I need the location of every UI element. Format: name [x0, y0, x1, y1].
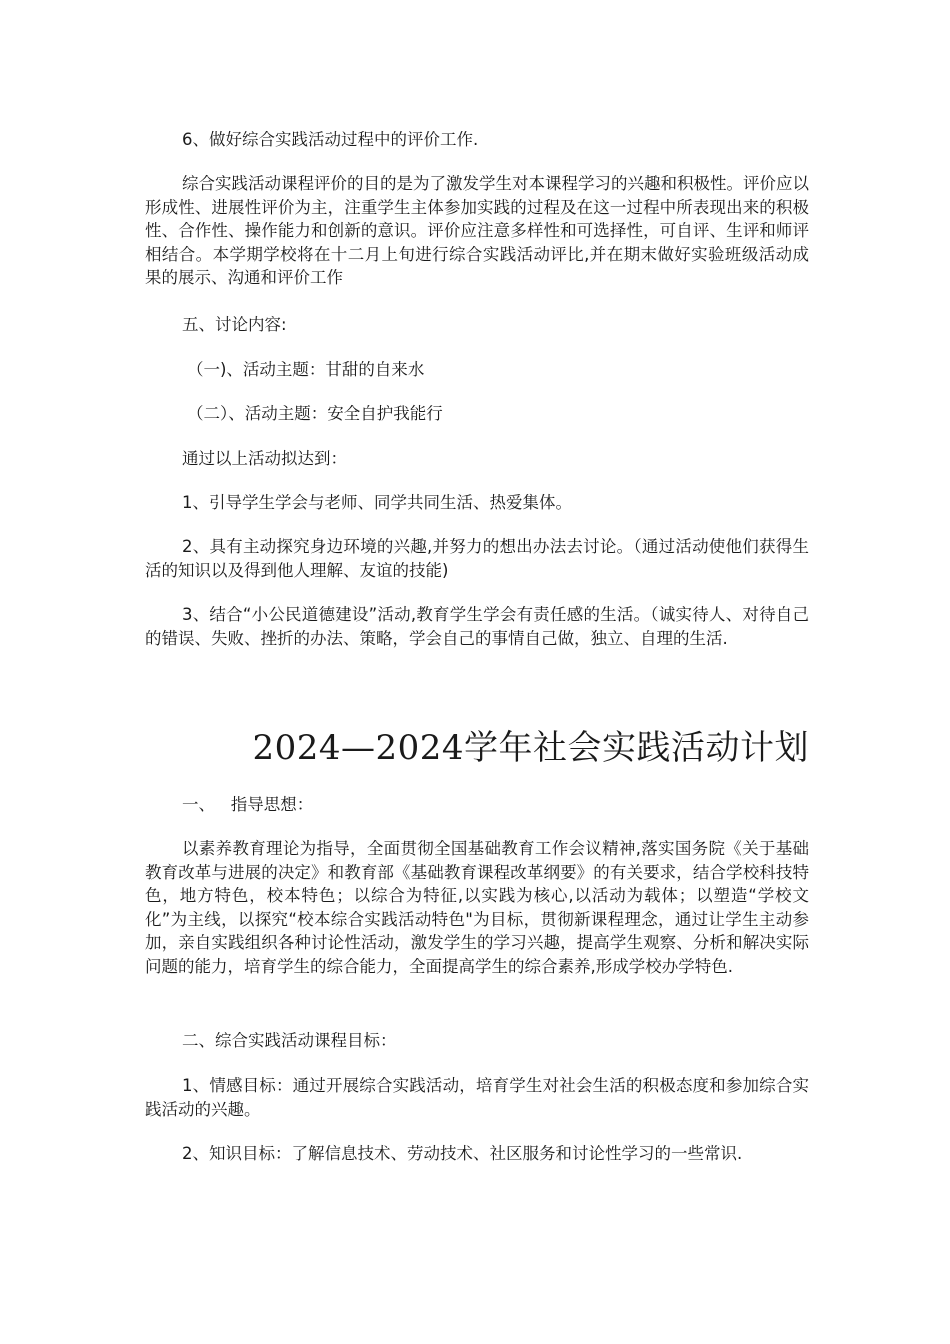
goal-item-3: 3、结合“小公民道德建设”活动,教育学生学会有责任感的生活。（诚实待人、对待自己的错误、失败、挫折的办法、策略，学会自己的事情自己做，独立、自理的生活.	[145, 605, 809, 648]
paragraph-evaluation-body: 综合实践活动课程评价的目的是为了激发学生对本课程学习的兴趣和积极性。评价应以形成性、进展性评价为主，注重学生主体参加实践的过程及在这一过程中所表现出来的积极性、合作性、操作能力和创新的意识。评价应注意多样性和可选择性，可自评、生评和师评相结合。本学期学校将在十二月上旬进行综合实践活动评比,并在期末做好实验班级活动成果的展示、沟通和评价工作	[145, 174, 809, 287]
course-goal-emotion: 1、情感目标：通过开展综合实践活动，培育学生对社会生活的积极态度和参加综合实践活动的兴趣。	[145, 1076, 809, 1119]
heading-course-goals: 二、综合实践活动课程目标：	[182, 1031, 397, 1050]
paragraph-evaluation-heading: 6、做好综合实践活动过程中的评价工作.	[182, 130, 479, 149]
heading-guiding-thought: 一、 指导思想：	[182, 795, 314, 814]
goal-item-1: 1、引导学生学会与老师、同学共同生活、热爱集体。	[182, 493, 572, 512]
activity-theme-2: （二）、活动主题：安全自护我能行	[187, 404, 443, 423]
paragraph-guiding-thought-body: 以素养教育理论为指导，全面贯彻全国基础教育工作会议精神,落实国务院《关于基础教育改革与进展的决定》和教育部《基础教育课程改革纲要》的有关要求，结合学校科技特色，地方特色，校本特色；以综合为特征,以实践为核心,以活动为载体；以塑造“学校文化”为主线，以探究“校本综合实践活动特色"为目标，贯彻新课程理念，通过让学生主动参加，亲自实践组织各种讨论性活动，激发学生的学习兴趣，提高学生观察、分析和解决实际问题的能力，培育学生的综合能力，全面提高学生的综合素养,形成学校办学特色.	[145, 839, 809, 976]
goal-item-2: 2、具有主动探究身边环境的兴趣,并努力的想出办法去讨论。（通过活动使他们获得生活的知识以及得到他人理解、友谊的技能)	[145, 537, 809, 580]
document-title: 2024—2024学年社会实践活动计划	[252, 728, 809, 768]
course-goal-knowledge: 2、知识目标：了解信息技术、劳动技术、社区服务和讨论性学习的一些常识.	[182, 1144, 743, 1163]
paragraph-goals-intro: 通过以上活动拟达到：	[182, 449, 347, 468]
heading-research-content: 五、讨论内容:	[182, 315, 287, 334]
activity-theme-1: （一)、活动主题：甘甜的自来水	[187, 360, 425, 379]
